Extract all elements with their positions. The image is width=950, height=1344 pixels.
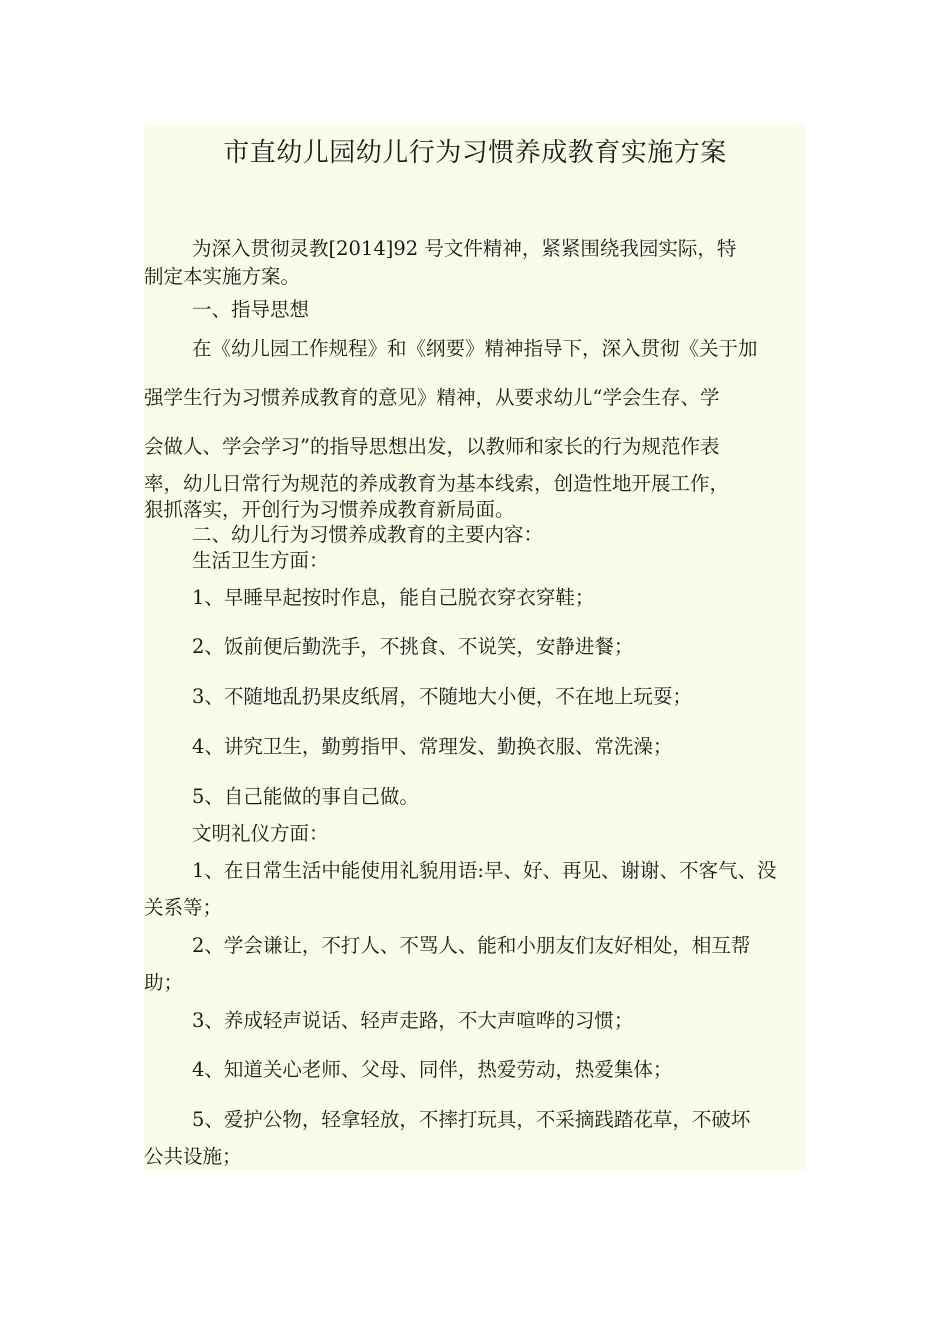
etiquette-item-2-line-1: 2、学会谦让，不打人、不骂人、能和小朋友们友好相处，相互帮 bbox=[192, 934, 751, 957]
section-2-heading: 二、幼儿行为习惯养成教育的主要内容： bbox=[192, 523, 544, 546]
section-1-heading: 一、指导思想 bbox=[192, 298, 310, 321]
hygiene-item-5: 5、自己能做的事自己做。 bbox=[192, 785, 419, 808]
section-1-line-1: 在《幼儿园工作规程》和《纲要》精神指导下，深入贯彻《关于加 bbox=[192, 337, 758, 360]
etiquette-item-5-line-2: 公共设施； bbox=[144, 1145, 242, 1168]
document-title: 市直幼儿园幼儿行为习惯养成教育实施方案 bbox=[223, 138, 727, 168]
etiquette-item-5-line-1: 5、爱护公物，轻拿轻放，不摔打玩具，不采摘践踏花草，不破坏 bbox=[192, 1108, 751, 1131]
hygiene-item-4: 4、讲究卫生，勤剪指甲、常理发、勤换衣服、常洗澡； bbox=[192, 735, 673, 758]
section-1-line-5: 狠抓落实，开创行为习惯养成教育新局面。 bbox=[144, 498, 515, 521]
hygiene-heading: 生活卫生方面： bbox=[192, 549, 329, 572]
hygiene-item-3: 3、不随地乱扔果皮纸屑，不随地大小便，不在地上玩耍； bbox=[192, 685, 692, 708]
hygiene-item-2: 2、饭前便后勤洗手，不挑食、不说笑，安静进餐； bbox=[192, 635, 634, 658]
etiquette-item-4: 4、知道关心老师、父母、同伴，热爱劳动，热爱集体； bbox=[192, 1058, 673, 1081]
etiquette-item-1-line-2: 关系等； bbox=[144, 896, 223, 919]
intro-line-2: 制定本实施方案。 bbox=[144, 265, 301, 288]
section-1-line-3: 会做人、学会学习”的指导思想出发，以教师和家长的行为规范作表 bbox=[144, 435, 720, 458]
etiquette-item-1-line-1: 1、在日常生活中能使用礼貌用语:早、好、再见、谢谢、不客气、没 bbox=[192, 859, 777, 882]
etiquette-item-3: 3、养成轻声说话、轻声走路，不大声喧哗的习惯； bbox=[192, 1009, 634, 1032]
hygiene-item-1: 1、早睡早起按时作息，能自己脱衣穿衣穿鞋； bbox=[192, 586, 595, 609]
intro-line-1: 为深入贯彻灵教[2014]92 号文件精神，紧紧围绕我园实际，特 bbox=[192, 237, 737, 260]
etiquette-item-2-line-2: 助； bbox=[144, 971, 184, 994]
etiquette-heading: 文明礼仪方面： bbox=[192, 822, 329, 845]
section-1-line-2: 强学生行为习惯养成教育的意见》精神，从要求幼儿“学会生存、学 bbox=[144, 386, 720, 409]
section-1-line-4: 率，幼儿日常行为规范的养成教育为基本线索，创造性地开展工作， bbox=[144, 472, 730, 495]
